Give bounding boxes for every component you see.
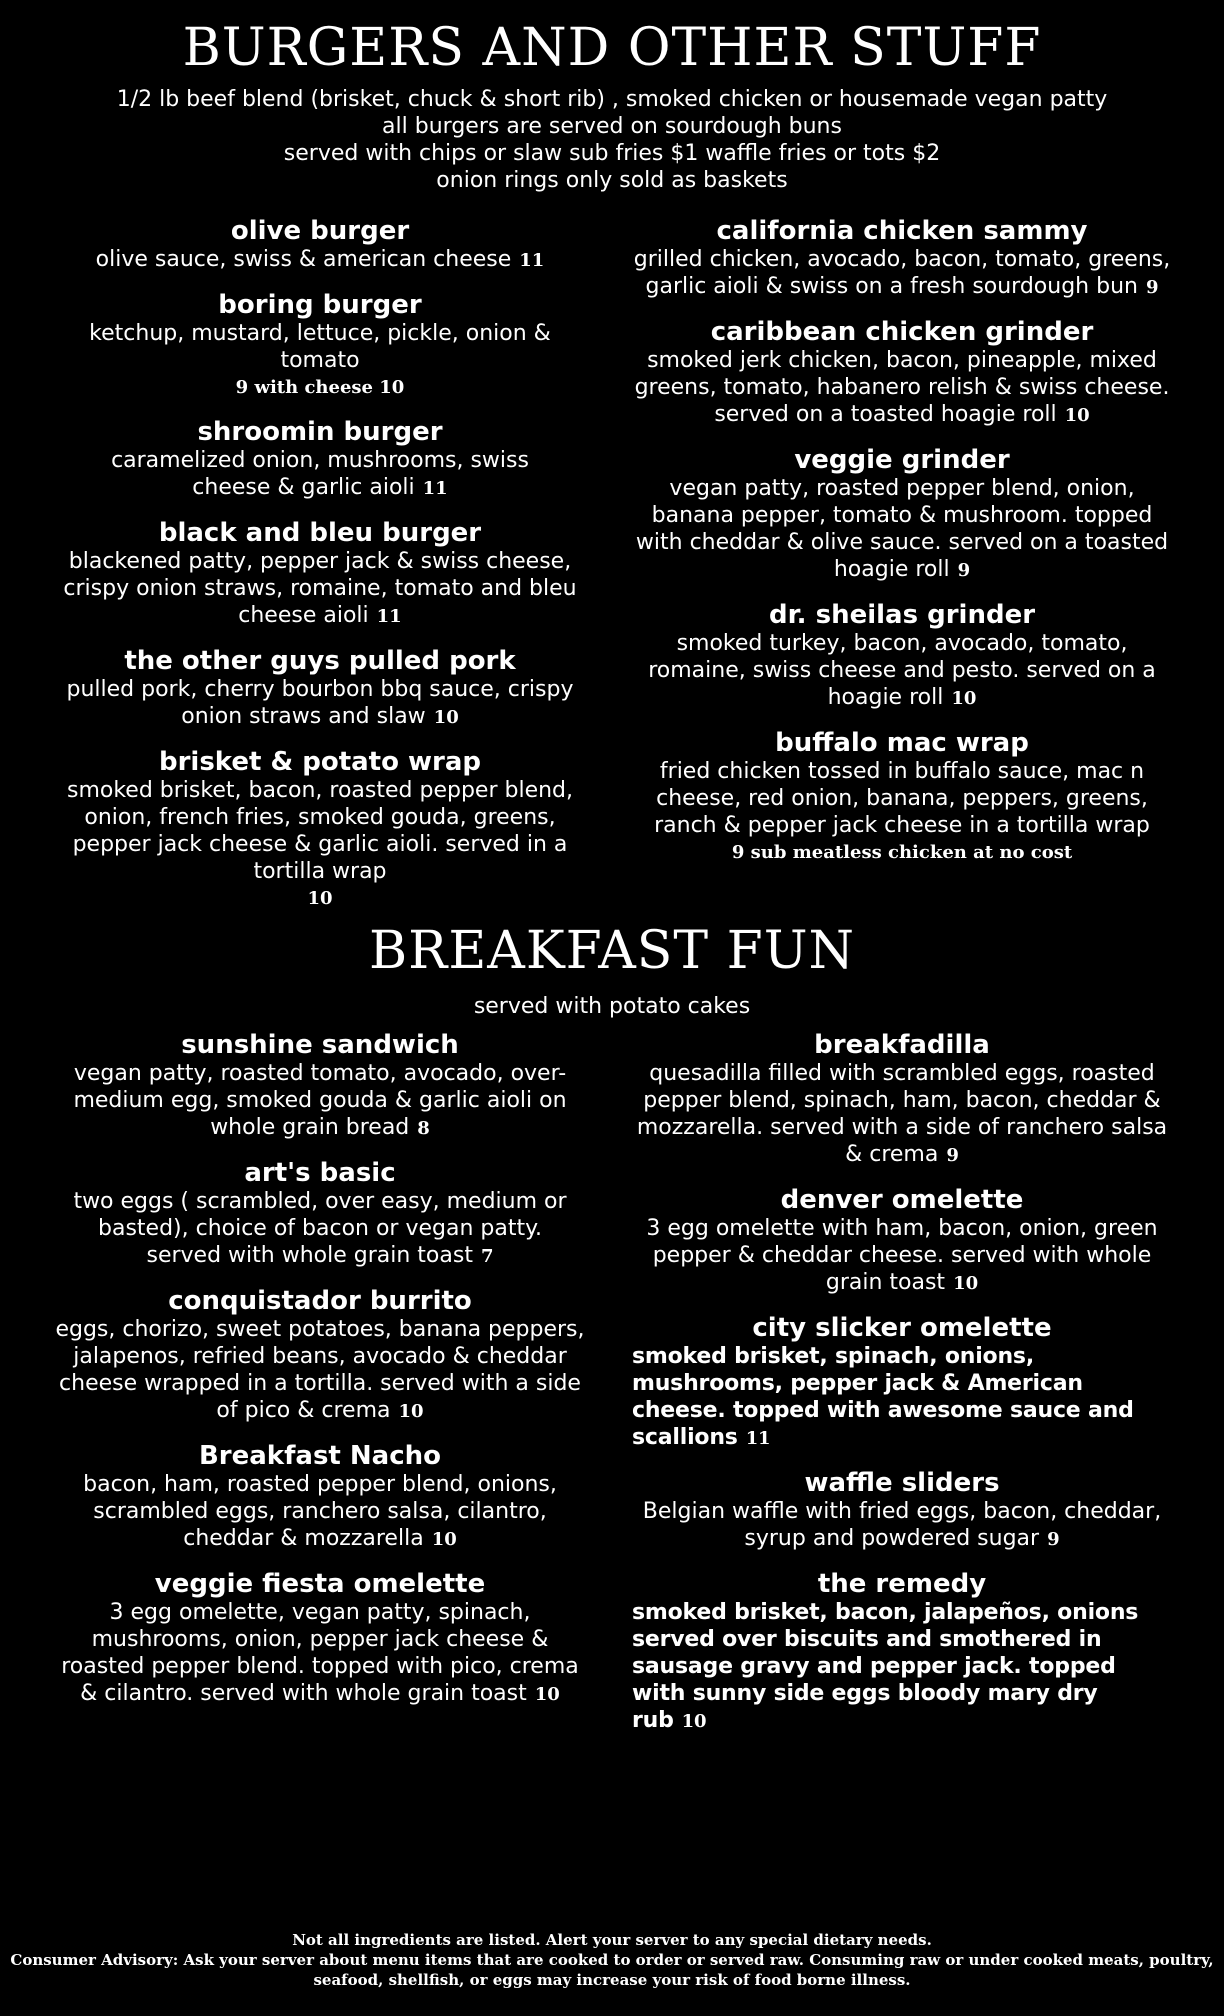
item-name: shroomin burger <box>197 417 443 447</box>
menu-item <box>50 747 590 912</box>
item-price: 9 <box>1047 1529 1060 1550</box>
burgers-right-column <box>632 216 1172 882</box>
menu-item <box>50 518 590 630</box>
menu-item <box>50 1158 590 1270</box>
intro-line: onion rings only sold as baskets <box>436 168 788 193</box>
item-name: brisket & potato wrap <box>158 747 482 777</box>
item-description: smoked jerk chicken, bacon, pineapple, mixed greens, tomato, habanero relish & swiss cheese. served on a toasted hoagie roll <box>634 348 1170 427</box>
menu-item <box>632 600 1172 712</box>
menu-item <box>50 1030 590 1142</box>
consumer-advisory-footer <box>0 1930 1224 1990</box>
breakfast-right-column <box>632 1030 1172 1751</box>
menu-item <box>632 1569 1172 1735</box>
menu-item <box>632 1468 1172 1553</box>
breakfast-left-column <box>50 1030 590 1724</box>
item-name: boring burger <box>218 290 422 320</box>
item-name: california chicken sammy <box>716 216 1088 246</box>
item-price: 11 <box>745 1428 771 1449</box>
item-name: breakfadilla <box>814 1030 990 1060</box>
intro-line: served with chips or slaw sub fries $1 waffle fries or tots $2 <box>283 141 941 166</box>
item-price: 10 <box>433 707 459 728</box>
menu-item <box>50 1286 590 1425</box>
menu-item <box>632 1185 1172 1297</box>
item-price: 10 <box>1064 405 1090 426</box>
menu-item <box>632 317 1172 429</box>
menu-item <box>632 728 1172 866</box>
footer-line: seafood, shellfish, or eggs may increase your risk of food borne illness. <box>313 1971 911 1989</box>
item-price: 9 sub meatless chicken at no cost <box>731 842 1073 863</box>
item-description: smoked turkey, bacon, avocado, tomato, romaine, swiss cheese and pesto. served on a hoagie roll <box>648 631 1156 710</box>
item-description: vegan patty, roasted pepper blend, onion, banana pepper, tomato & mushroom. topped with cheddar & olive sauce. served on a toasted hoagie roll <box>635 476 1169 582</box>
item-price: 10 <box>681 1711 707 1732</box>
item-name: denver omelette <box>780 1185 1024 1215</box>
item-price: 7 <box>480 1246 494 1267</box>
item-description: smoked brisket, spinach, onions, mushrooms, pepper jack & American cheese. topped with awesome sauce and scallions <box>632 1344 1134 1450</box>
item-name: olive burger <box>230 216 410 246</box>
item-description: pulled pork, cherry bourbon bbq sauce, crispy onion straws and slaw <box>66 677 574 729</box>
item-price: 10 <box>431 1529 457 1550</box>
item-description: 3 egg omelette, vegan patty, spinach, mushrooms, onion, pepper jack cheese & roasted pepper blend. topped with pico, crema & cilantro. served with whole grain toast <box>61 1600 579 1706</box>
item-price: 11 <box>376 606 402 627</box>
footer-line: Not all ingredients are listed. Alert your server to any special dietary needs. <box>292 1931 932 1949</box>
item-name: veggie fiesta omelette <box>154 1569 486 1599</box>
item-name: waffle sliders <box>804 1468 1000 1498</box>
menu-item <box>50 417 590 502</box>
item-name: the other guys pulled pork <box>124 646 516 676</box>
item-name: dr. sheilas grinder <box>768 600 1036 630</box>
item-description: quesadilla filled with scrambled eggs, roasted pepper blend, spinach, ham, bacon, cheddar & mozzarella. served with a side of ranchero salsa & crema <box>636 1061 1168 1167</box>
item-description: vegan patty, roasted tomato, avocado, over-medium egg, smoked gouda & garlic aioli on whole grain bread <box>73 1061 567 1140</box>
item-name: Breakfast Nacho <box>198 1441 441 1471</box>
menu-item <box>632 1030 1172 1169</box>
menu-item <box>632 445 1172 584</box>
item-description: caramelized onion, mushrooms, swiss cheese & garlic aioli <box>111 448 529 500</box>
breakfast-columns <box>0 1030 1224 1733</box>
item-name: black and bleu burger <box>158 518 482 548</box>
item-price: 9 <box>957 560 971 581</box>
item-name: the remedy <box>817 1569 987 1599</box>
item-price: 10 <box>307 888 333 909</box>
item-price: 9 with cheese 10 <box>235 377 405 398</box>
burgers-section <box>0 18 1224 194</box>
section-title-burgers: BURGERS AND OTHER STUFF <box>182 18 1042 78</box>
item-description: ketchup, mustard, lettuce, pickle, onion & tomato <box>89 321 551 373</box>
item-description: 3 egg omelette with ham, bacon, onion, green pepper & cheddar cheese. served with whole grain toast <box>646 1216 1158 1295</box>
item-price: 10 <box>951 688 977 709</box>
item-name: veggie grinder <box>794 445 1010 475</box>
item-description: smoked brisket, bacon, roasted pepper blend, onion, french fries, smoked gouda, greens, pepper jack cheese & garlic aioli. served in a tortilla wrap <box>66 778 574 884</box>
burgers-left-column <box>50 216 590 928</box>
intro-line: all burgers are served on sourdough buns <box>382 114 842 139</box>
burgers-intro <box>0 86 1224 194</box>
intro-line: 1/2 lb beef blend (brisket, chuck & short rib) , smoked chicken or housemade vegan patty <box>116 87 1108 112</box>
item-price: 9 <box>946 1145 959 1166</box>
item-name: conquistador burrito <box>168 1286 472 1316</box>
menu-item <box>50 1569 590 1708</box>
menu-item <box>632 216 1172 301</box>
item-description: olive sauce, swiss & american cheese <box>95 247 512 272</box>
menu-item <box>50 1441 590 1553</box>
item-description: grilled chicken, avocado, bacon, tomato, greens, garlic aioli & swiss on a fresh sourdough bun <box>633 247 1171 299</box>
item-description: Belgian waffle with fried eggs, bacon, cheddar, syrup and powdered sugar <box>642 1499 1162 1551</box>
item-price: 11 <box>519 250 545 271</box>
breakfast-section <box>0 921 1224 1020</box>
item-price: 10 <box>534 1684 560 1705</box>
item-price: 10 <box>953 1273 979 1294</box>
item-name: buffalo mac wrap <box>775 728 1029 758</box>
footer-line: Consumer Advisory: Ask your server about menu items that are cooked to order or served raw. Consuming raw or under cooked meats, poultry, <box>10 1951 1214 1969</box>
item-price: 10 <box>398 1401 424 1422</box>
menu-item <box>50 290 590 401</box>
item-name: sunshine sandwich <box>181 1030 459 1060</box>
item-price: 8 <box>417 1118 430 1139</box>
item-name: caribbean chicken grinder <box>710 317 1094 347</box>
item-description: two eggs ( scrambled, over easy, medium or basted), choice of bacon or vegan patty. served with whole grain toast <box>73 1189 567 1268</box>
menu-item <box>632 1313 1172 1452</box>
burgers-columns <box>0 216 1224 909</box>
breakfast-intro: served with potato cakes <box>473 994 751 1019</box>
menu-item <box>50 216 590 274</box>
item-description: bacon, ham, roasted pepper blend, onions, scrambled eggs, ranchero salsa, cilantro, cheddar & mozzarella <box>83 1472 557 1551</box>
item-name: art's basic <box>244 1158 396 1188</box>
item-description: fried chicken tossed in buffalo sauce, mac n cheese, red onion, banana, peppers, greens, ranch & pepper jack cheese in a tortilla wrap <box>654 759 1150 838</box>
section-title-breakfast: BREAKFAST FUN <box>368 921 856 981</box>
item-price: 9 <box>1145 277 1159 298</box>
item-description: eggs, chorizo, sweet potatoes, banana peppers, jalapenos, refried beans, avocado & cheddar cheese wrapped in a tortilla. served with a side of pico & crema <box>55 1317 585 1423</box>
menu-item <box>50 646 590 731</box>
item-description: blackened patty, pepper jack & swiss cheese, crispy onion straws, romaine, tomato and bleu cheese aioli <box>63 549 577 628</box>
item-name: city slicker omelette <box>752 1313 1052 1343</box>
item-price: 11 <box>422 478 448 499</box>
item-description: smoked brisket, bacon, jalapeños, onions served over biscuits and smothered in sausage gravy and pepper jack. topped with sunny side eggs bloody mary dry rub <box>632 1600 1139 1733</box>
